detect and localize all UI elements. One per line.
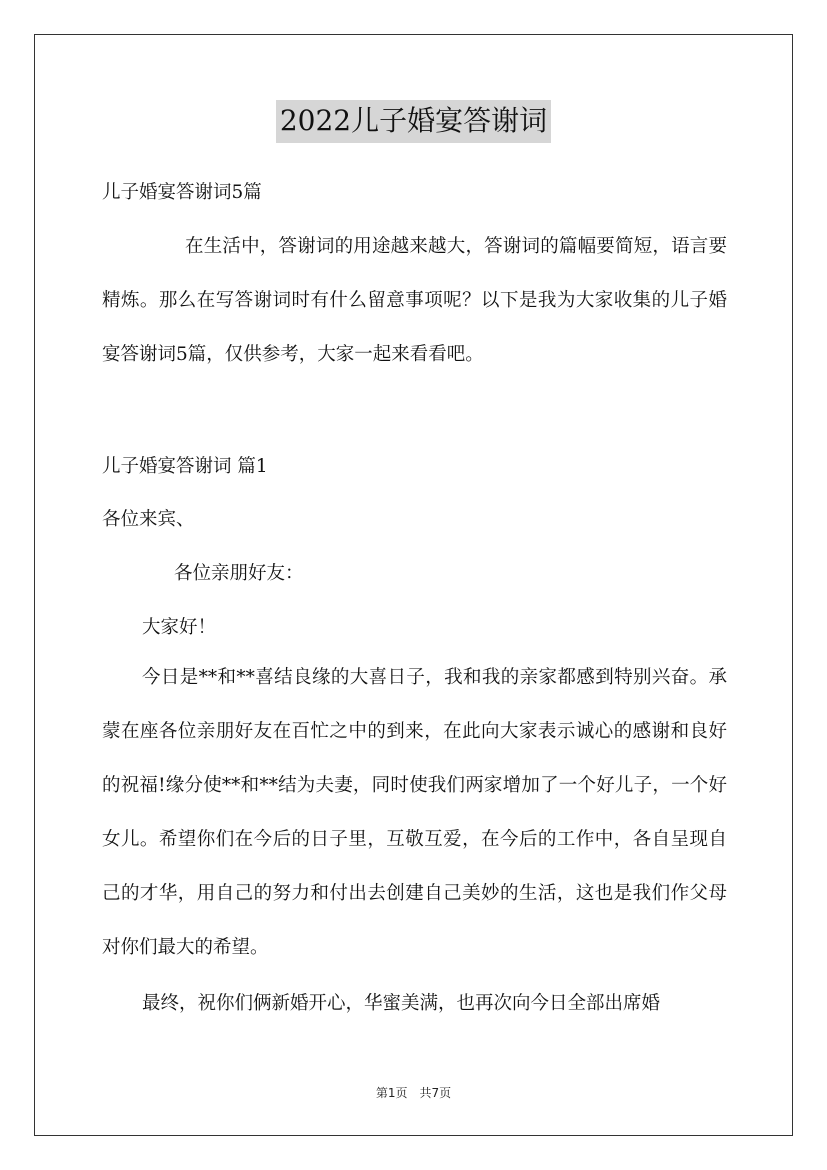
intro-paragraph: 在生活中，答谢词的用途越来越大，答谢词的篇幅要简短，语言要精炼。那么在写答谢词时有什么留意事项呢？以下是我为大家收集的儿子婚宴答谢词5篇，仅供参考，大家一起来看看吧。 [102,236,727,365]
body-paragraph-1: 今日是**和**喜结良缘的大喜日子，我和我的亲家都感到特别兴奋。承蒙在座各位亲朋好友在百忙之中的到来，在此向大家表示诚心的感谢和良好的祝福!缘分使**和**结为夫妻，同时使我们两家增加了一个好儿子，一个好女儿。希望你们在今后的日子里，互敬互爱，在今后的工作中，各自呈现自己的才华，用自己的努力和付出去创建自己美妙的生活，这也是我们作父母对你们最大的希望。 [102,667,727,958]
title-container [0,100,827,143]
greeting-guests: 各位来宾、 [102,509,195,530]
document-subtitle: 儿子婚宴答谢词5篇 [102,182,262,203]
section-heading: 儿子婚宴答谢词 篇1 [102,456,268,477]
body-paragraph-2: 最终，祝你们俩新婚开心，华蜜美满，也再次向今日全部出席婚 [142,993,661,1014]
greeting-friends: 各位亲朋好友： [174,563,304,584]
page-number: 第1页 共7页 [375,1086,452,1100]
document-title: 2022儿子婚宴答谢词 [276,100,551,143]
greeting-hello: 大家好！ [142,617,217,638]
